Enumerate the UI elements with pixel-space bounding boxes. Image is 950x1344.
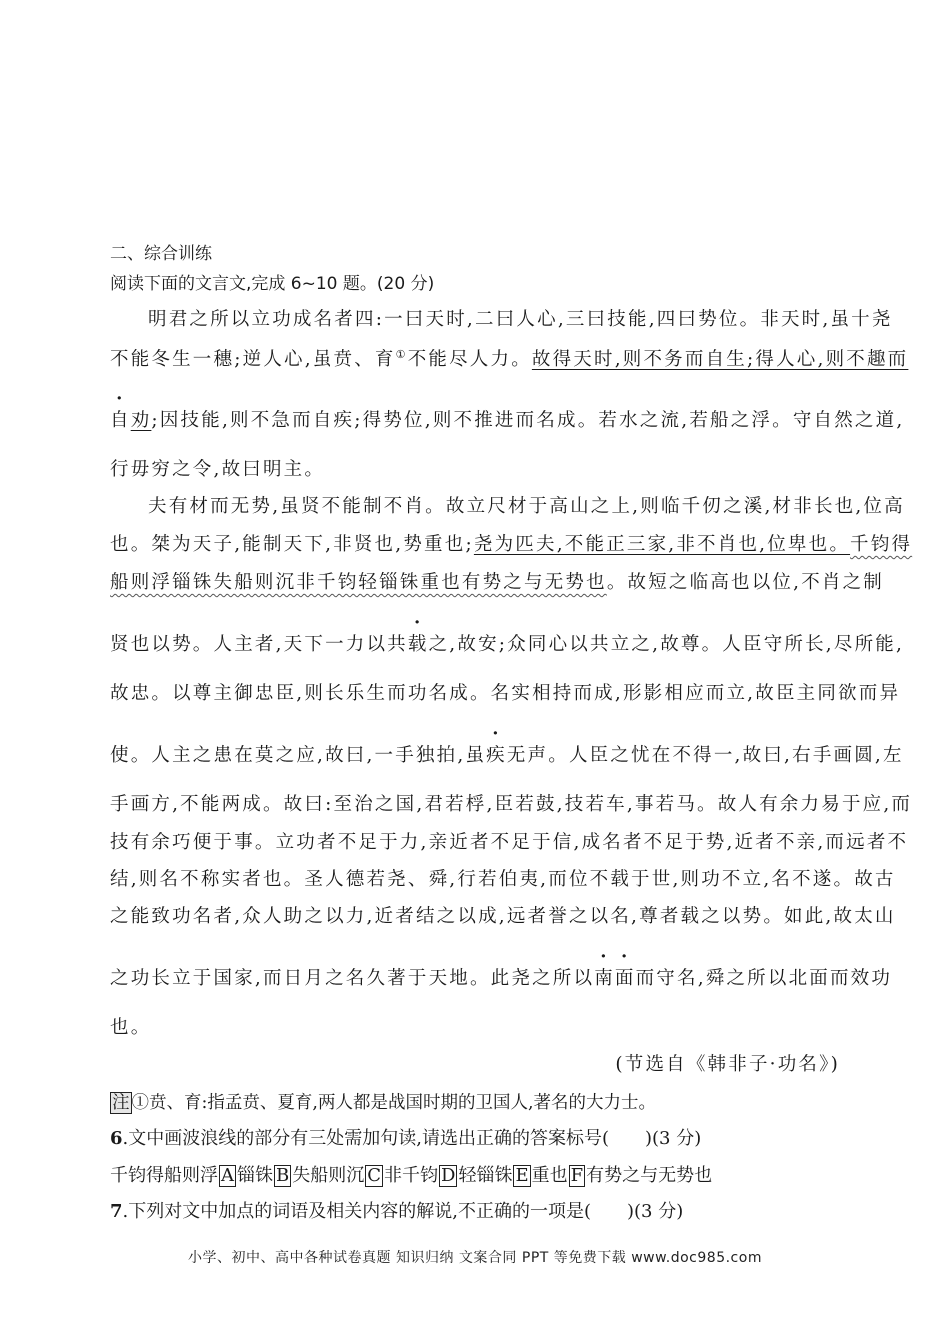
option-segment: 轻锱铢: [458, 1165, 513, 1186]
passage-line: [110, 347, 909, 373]
underlined-sentence: 得人心,则不趣而: [755, 349, 909, 370]
note-label: 注: [112, 1093, 130, 1113]
option-segment: 非千钧: [384, 1165, 439, 1186]
passage-line: [110, 743, 904, 769]
passage-text: 不能尽人力。: [407, 349, 532, 370]
passage-line: 技有余巧便于事。立功者不足于力,亲近者不足于信,成名者不足于势,近者不亲,而远者不: [110, 832, 909, 853]
option-label-box[interactable]: C: [367, 1165, 382, 1186]
passage-text: 而守名,舜之所以北面而效功: [635, 968, 893, 989]
option-segment: 千钧得船则浮: [110, 1165, 218, 1186]
passage-text: 之,故安;众同心以共立之,故尊。人臣守所长,尽所能,: [428, 634, 905, 655]
option-segment: 重也: [531, 1165, 568, 1186]
option-label-box[interactable]: E: [515, 1165, 529, 1186]
option-label-box[interactable]: A: [221, 1165, 234, 1186]
dotted-word: 自: [110, 410, 131, 431]
passage-text: 无声。人臣之忧在不得一,故曰,右手画圆,左: [506, 745, 904, 766]
question-6-options: [110, 1163, 840, 1189]
option-label-box[interactable]: F: [570, 1165, 584, 1186]
question-text: .文中画波浪线的部分有三处需加句读,请选出正确的答案标号( )(3 分): [122, 1128, 702, 1149]
passage-text: 劝: [130, 410, 152, 431]
option-label-box[interactable]: B: [276, 1165, 290, 1186]
passage-line: 也。: [110, 1017, 152, 1038]
passage-line: 故忠。以尊主御忠臣,则长乐生而功名成。名实相持而成,形影相应而立,故臣主同欲而异: [110, 683, 901, 704]
question-text: .下列对文中加点的词语及相关内容的解说,不正确的一项是( )(3 分): [122, 1201, 684, 1222]
passage-line: [110, 532, 913, 558]
option-segment: 有势之与无势也: [586, 1165, 713, 1186]
page-footer: 小学、初中、高中各种试卷真题 知识归纳 文案合同 PPT 等免费下载 www.doc985.com: [188, 1250, 762, 1266]
passage-line: 夫有材而无势,虽贤不能制不肖。故立尺材于高山之上,则临千仞之溪,材非长也,位高: [148, 496, 905, 517]
underlined-sentence: [110, 410, 151, 431]
option-label-box[interactable]: D: [441, 1165, 456, 1186]
passage-text: 。故短之临高也以位,不肖之制: [606, 572, 884, 593]
section-heading: 二、综合训练: [110, 244, 212, 264]
passage-text: 之功长立于国家,而日月之名久著于天地。此尧之所以: [110, 968, 595, 989]
question-number: 7: [110, 1201, 123, 1222]
passage-text: ;因技能,则不急而自疾;得势位,则不推进而名成。若水之流,若船之浮。守自然之道,: [151, 410, 905, 431]
dotted-word: 南: [594, 968, 615, 989]
passage-text: 也。桀为天子,能制天下,非贤也,势重也;: [110, 534, 474, 555]
footnote: [110, 1090, 840, 1116]
source-citation: (节选自《韩非子·功名》): [615, 1054, 840, 1075]
instruction: 阅读下面的文言文,完成 6~10 题。(20 分): [110, 274, 435, 294]
dotted-word: 面: [614, 968, 636, 989]
question-6: [110, 1126, 840, 1152]
option-segment: 失船则沉: [292, 1165, 365, 1186]
wavy-underlined-text: 船则浮锱铢失船则沉非千钧轻锱铢重也有势之与无势也: [110, 572, 607, 593]
passage-text: 贤也以势。人主者,天下一力以共: [110, 634, 408, 655]
passage-line: [110, 570, 884, 596]
underlined-sentence: 尧为匹夫,不能正三家,非不肖也,位卑也。: [473, 534, 851, 555]
passage-line: [110, 966, 893, 992]
option-segment: 锱铢: [237, 1165, 273, 1186]
passage-line: 行毋穷之令,故曰明主。: [110, 459, 326, 480]
dotted-word: 载: [407, 634, 429, 655]
note-text: ①贲、育:指孟贲、夏育,两人都是战国时期的卫国人,著名的大力士。: [131, 1093, 657, 1113]
passage-line: [110, 408, 905, 434]
wavy-underlined-text: 千钧得: [850, 534, 913, 555]
question-7: [110, 1199, 840, 1225]
question-number: 6: [110, 1128, 123, 1149]
footnote-marker: ①: [395, 347, 408, 361]
passage-line: 之能致功名者,众人助之以力,近者结之以成,远者誉之以名,尊者载之以势。如此,故太山: [110, 906, 896, 927]
passage-line: 结,则名不称实者也。圣人德若尧、舜,行若伯夷,而位不载于世,则功不立,名不遂。故古: [110, 869, 896, 890]
passage-line: 手画方,不能两成。故曰:至治之国,君若桴,臣若鼓,技若车,事若马。故人有余力易于应,而: [110, 794, 913, 815]
passage-line: [110, 632, 905, 658]
passage-text: 不能冬生一穗;逆人心,虽贲、育: [110, 349, 396, 370]
dotted-word: 疾: [486, 745, 507, 766]
passage-line: 明君之所以立功成名者四:一曰天时,二曰人心,三曰技能,四曰势位。非天时,虽十尧: [148, 309, 893, 330]
underlined-sentence: 故得天时,则不务而自生;: [531, 349, 756, 370]
passage-text: 使。人主之患在莫之应,故曰,一手独拍,虽: [110, 745, 487, 766]
